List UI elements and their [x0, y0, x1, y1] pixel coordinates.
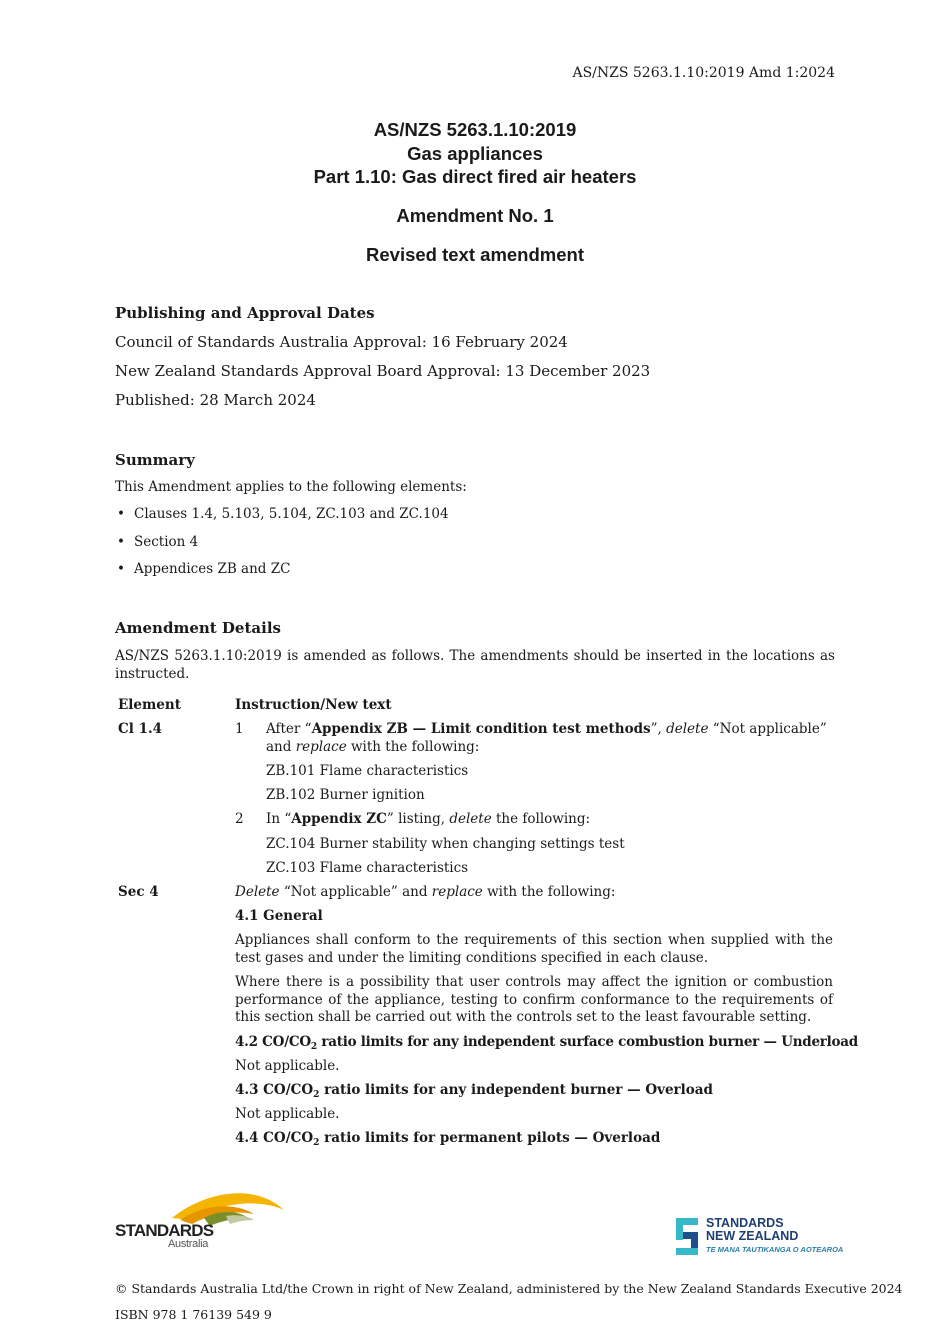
step-number: 1 — [235, 721, 244, 737]
standard-number: AS/NZS 5263.1.10:2019 — [373, 119, 577, 140]
document-reference: AS/NZS 5263.1.10:2019 Amd 1:2024 — [572, 65, 835, 81]
clause-4-2-text: Not applicable. — [235, 1058, 340, 1074]
standards-australia-logo — [114, 1188, 289, 1252]
clause-4-4-heading: 4.4 $CO/CO_2$ ratio limits for permanent pilots — Overload — [235, 1130, 661, 1148]
clause-4-2-heading: 4.2 $CO/CO_2$ ratio limits for any independent surface combustion burner — Underload — [235, 1034, 858, 1052]
list-item: • Clauses 1.4, 5.103, 5.104, ZC.103 and ZC.104 — [115, 506, 449, 534]
instruction-1: After “Appendix ZB — Limit condition test methods”, delete “Not applicable” and replace with the following: — [266, 721, 827, 755]
nz-approval: New Zealand Standards Approval Board Approval: 13 December 2023 — [115, 362, 651, 380]
instruction-2: In “Appendix ZC” listing, delete the following: — [266, 811, 591, 827]
snz-mark-icon — [676, 1218, 700, 1258]
clause-4-3-heading: 4.3 $CO/CO_2$ ratio limits for any independent burner — Overload — [235, 1082, 713, 1100]
details-intro: AS/NZS 5263.1.10:2019 is amended as follows. The amendments should be inserted in the locations as instructed. — [115, 648, 835, 682]
summary-list — [115, 506, 449, 589]
new-text-line: ZB.102 Burner ignition — [266, 787, 425, 803]
title-block — [0, 118, 950, 189]
new-text-line: ZB.101 Flame characteristics — [266, 763, 469, 779]
sa-logo-text: STANDARDS — [115, 1221, 214, 1240]
published-date: Published: 28 March 2024 — [115, 391, 316, 409]
new-text-line: ZC.103 Flame characteristics — [266, 860, 469, 876]
new-text-line: ZC.104 Burner stability when changing settings test — [266, 836, 625, 852]
list-item: • Appendices ZB and ZC — [115, 561, 449, 589]
column-header-element: Element — [118, 697, 181, 713]
council-approval: Council of Standards Australia Approval: 16 February 2024 — [115, 333, 568, 351]
clause-4-1-heading: 4.1 General — [235, 908, 323, 924]
snz-logo-line-1: STANDARDS — [706, 1216, 784, 1230]
element-cl-1-4: Cl 1.4 — [118, 721, 163, 737]
element-sec-4: Sec 4 — [118, 884, 159, 900]
details-heading: Amendment Details — [115, 619, 281, 637]
amendment-number: Amendment No. 1 — [396, 205, 554, 226]
amendment-type: Revised text amendment — [366, 244, 584, 265]
standard-title: Gas appliances — [407, 142, 543, 164]
snz-logo-line-2: NEW ZEALAND — [706, 1229, 799, 1243]
column-header-instruction: Instruction/New text — [235, 697, 392, 713]
clause-4-1-para-1: Appliances shall conform to the requirements of this section when supplied with the test gases and under the limiting conditions specified in each clause. — [235, 932, 833, 966]
copyright-notice: © Standards Australia Ltd/the Crown in right of New Zealand, administered by the New Zealand Standards Executive 2024 — [115, 1281, 903, 1296]
isbn: ISBN 978 1 76139 549 9 — [115, 1307, 272, 1322]
clause-4-3-text: Not applicable. — [235, 1106, 340, 1122]
summary-intro: This Amendment applies to the following elements: — [115, 479, 467, 495]
standards-new-zealand-logo — [676, 1217, 851, 1259]
snz-logo-line-3: TE MANA TAUTIKANGA O AOTEAROA — [706, 1245, 844, 1254]
sec4-instruction: Delete “Not applicable” and replace with the following: — [235, 884, 616, 900]
summary-heading: Summary — [115, 451, 195, 469]
clause-4-1-para-2: Where there is a possibility that user controls may affect the ignition or combustion performance of the appliance, testing to confirm conformance to the requirements of this section shall be carried out with the controls set to the least favourable setting. — [235, 974, 833, 1025]
sa-logo-subtext: Australia — [168, 1238, 209, 1250]
dates-heading: Publishing and Approval Dates — [115, 304, 375, 322]
list-item: • Section 4 — [115, 534, 449, 562]
standard-part: Part 1.10: Gas direct fired air heaters — [313, 166, 637, 187]
step-number: 2 — [235, 811, 244, 827]
